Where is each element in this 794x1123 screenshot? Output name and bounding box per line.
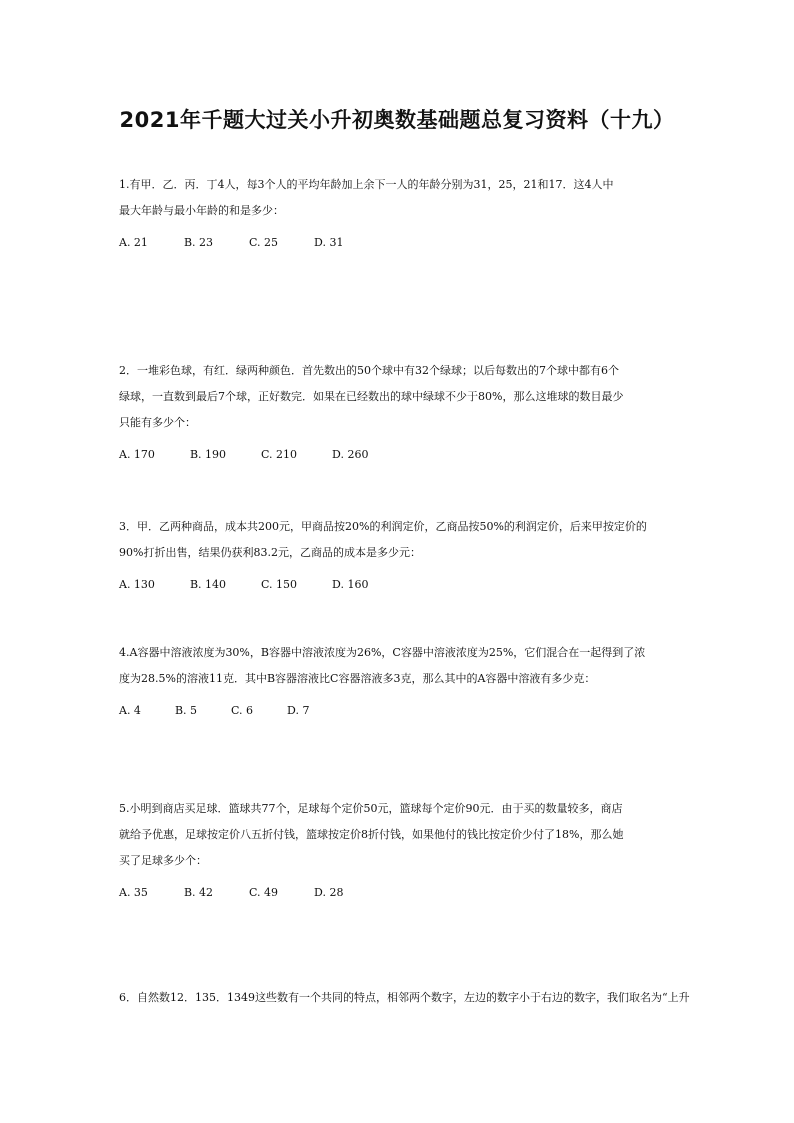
answer-options bbox=[119, 442, 679, 468]
option-b: B. 190 bbox=[189, 448, 227, 461]
answer-options bbox=[119, 880, 679, 906]
option-d: D. 160 bbox=[332, 578, 369, 591]
question-6 bbox=[119, 985, 739, 1011]
question-3 bbox=[119, 514, 679, 598]
option-a: A. 4 bbox=[119, 704, 141, 717]
question-text-line: 6．自然数12．135．1349这些数有一个共同的特点，相邻两个数字，左边的数字小于右边的数字，我们取名为“上升 bbox=[119, 991, 690, 1004]
option-a: A. 35 bbox=[119, 886, 148, 899]
answer-options bbox=[119, 230, 679, 256]
question-text-line: 4.A容器中溶液浓度为30%，B容器中溶液浓度为26%，C容器中溶液浓度为25%，它们混合在一起得到了浓 bbox=[119, 646, 646, 659]
question-text-line: 只能有多少个： bbox=[119, 416, 196, 429]
option-a: A. 130 bbox=[119, 578, 155, 591]
option-c: C. 210 bbox=[261, 448, 298, 461]
option-b: B. 42 bbox=[183, 886, 214, 899]
question-text-line: 90%打折出售，结果仍获利83.2元，乙商品的成本是多少元： bbox=[119, 546, 421, 559]
question-2 bbox=[119, 358, 679, 468]
question-4 bbox=[119, 640, 679, 724]
question-text-line: 最大年龄与最小年龄的和是多少： bbox=[119, 204, 284, 217]
question-1 bbox=[119, 172, 679, 256]
question-text-line: 就给予优惠，足球按定价八五折付钱，篮球按定价8折付钱，如果他付的钱比按定价少付了18%，那么她 bbox=[119, 828, 624, 841]
option-b: B. 23 bbox=[183, 236, 214, 249]
question-text-line: 3．甲．乙两种商品，成本共200元，甲商品按20%的利润定价，乙商品按50%的利润定价，后来甲按定价的 bbox=[119, 520, 647, 533]
question-text-line: 1.有甲．乙．丙．丁4人，每3个人的平均年龄加上余下一人的年龄分别为31，25，21和17．这4人中 bbox=[119, 178, 614, 191]
answer-options bbox=[119, 572, 679, 598]
option-b: B. 140 bbox=[189, 578, 227, 591]
option-c: C. 49 bbox=[249, 886, 279, 899]
question-text-line: 买了足球多少个： bbox=[119, 854, 207, 867]
option-c: C. 150 bbox=[261, 578, 298, 591]
question-text-line: 5.小明到商店买足球．篮球共77个，足球每个定价50元，篮球每个定价90元．由于买的数量较多，商店 bbox=[119, 802, 623, 815]
option-d: D. 28 bbox=[314, 886, 344, 899]
option-b: B. 5 bbox=[174, 704, 198, 717]
answer-options bbox=[119, 698, 679, 724]
option-d: D. 31 bbox=[314, 236, 344, 249]
question-text-line: 度为28.5%的溶液11克．其中B容器溶液比C容器溶液多3克，那么其中的A容器中溶液有多少克： bbox=[119, 672, 596, 685]
option-c: C. 25 bbox=[249, 236, 279, 249]
question-text-line: 2．一堆彩色球，有红．绿两种颜色．首先数出的50个球中有32个绿球；以后每数出的7个球中都有6个 bbox=[119, 364, 619, 377]
option-c: C. 6 bbox=[231, 704, 254, 717]
option-d: D. 7 bbox=[287, 704, 310, 717]
document-title: 2021年千题大过关小升初奥数基础题总复习资料（十九） bbox=[119, 108, 675, 132]
question-5 bbox=[119, 796, 679, 906]
question-text-line: 绿球，一直数到最后7个球，正好数完．如果在已经数出的球中绿球不少于80%，那么这堆球的数目最少 bbox=[119, 390, 624, 403]
option-a: A. 21 bbox=[119, 236, 148, 249]
option-a: A. 170 bbox=[119, 448, 155, 461]
option-d: D. 260 bbox=[332, 448, 369, 461]
